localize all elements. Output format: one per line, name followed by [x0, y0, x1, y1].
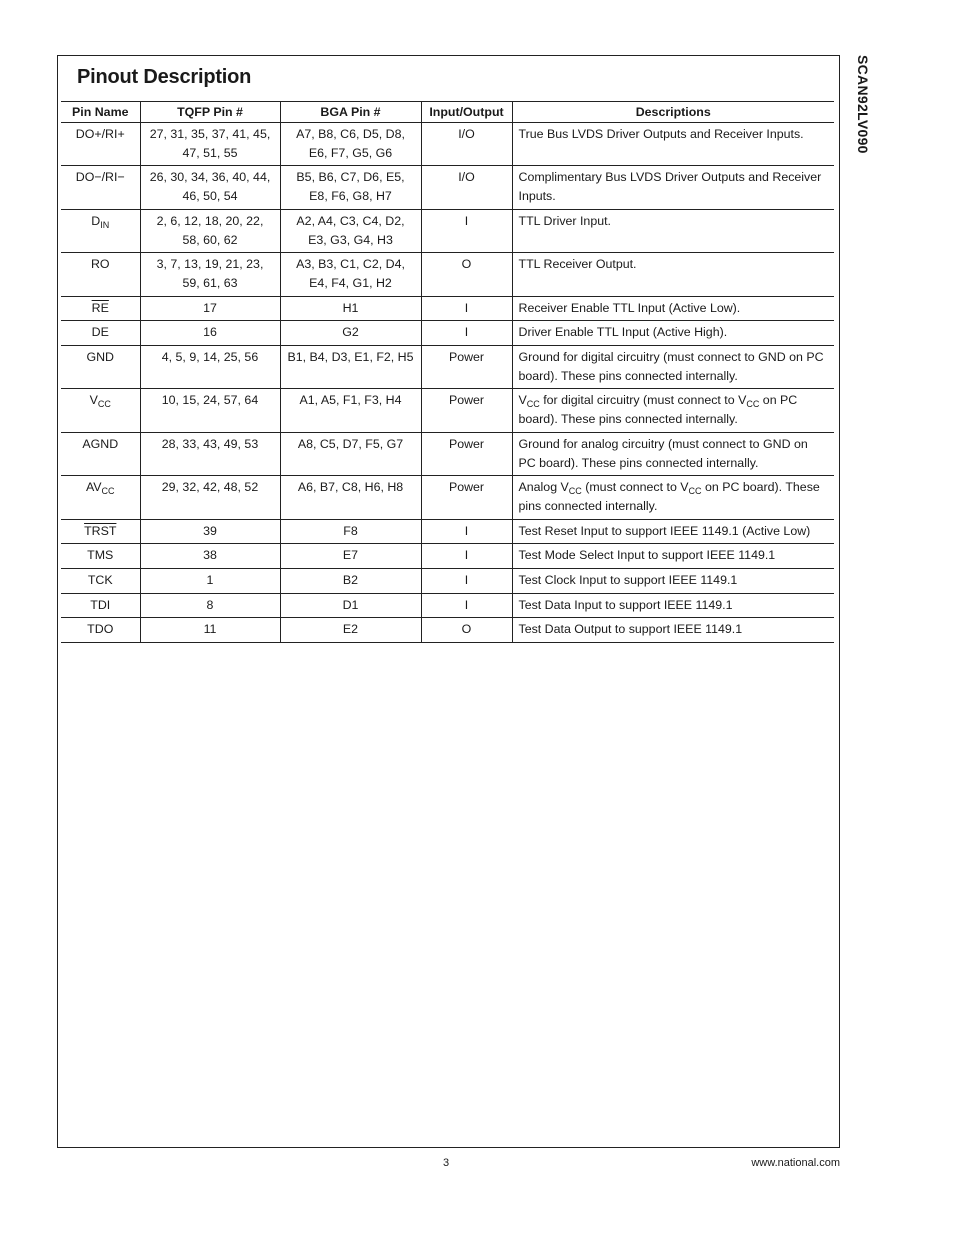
input-output-cell: I/O [421, 123, 512, 166]
bga-pin-cell: G2 [280, 321, 421, 346]
description-subscript: CC [746, 399, 760, 410]
input-output-cell: I [421, 593, 512, 618]
bga-pin-cell: F8 [280, 519, 421, 544]
description-cell: TTL Receiver Output. [512, 253, 834, 296]
description-cell [512, 476, 834, 519]
table-row [61, 618, 834, 643]
pin-name-cell [61, 432, 140, 475]
pin-name-cell [61, 123, 140, 166]
col-descriptions: Descriptions [512, 102, 834, 123]
tqfp-pin-cell: 8 [140, 593, 280, 618]
bga-pin-cell: A2, A4, C3, C4, D2, E3, G3, G4, H3 [280, 209, 421, 252]
bga-pin-cell: E7 [280, 544, 421, 569]
bga-pin-cell: D1 [280, 593, 421, 618]
tqfp-pin-cell: 11 [140, 618, 280, 643]
bga-pin-cell: H1 [280, 296, 421, 321]
description-cell: Ground for digital circuitry (must connect to GND on PC board). These pins connected internally. [512, 346, 834, 389]
bga-pin-cell: A3, B3, C1, C2, D4, E4, F4, G1, H2 [280, 253, 421, 296]
side-part-number: SCAN92LV090 [855, 55, 871, 154]
description-text: V [518, 393, 527, 408]
bga-pin-cell: B2 [280, 569, 421, 594]
table-row [61, 569, 834, 594]
pin-name-cell [61, 253, 140, 296]
table-row [61, 432, 834, 475]
tqfp-pin-cell: 17 [140, 296, 280, 321]
description-text: (must connect to V [581, 480, 689, 495]
input-output-cell: I [421, 296, 512, 321]
tqfp-pin-cell: 4, 5, 9, 14, 25, 56 [140, 346, 280, 389]
bga-pin-cell: A1, A5, F1, F3, H4 [280, 389, 421, 432]
pin-name-cell [61, 569, 140, 594]
table-row [61, 296, 834, 321]
tqfp-pin-cell: 26, 30, 34, 36, 40, 44, 46, 50, 54 [140, 166, 280, 209]
description-cell: Test Data Output to support IEEE 1149.1 [512, 618, 834, 643]
col-bga-pin: BGA Pin # [280, 102, 421, 123]
table-header [61, 102, 834, 123]
tqfp-pin-cell: 39 [140, 519, 280, 544]
tqfp-pin-cell: 2, 6, 12, 18, 20, 22, 58, 60, 62 [140, 209, 280, 252]
input-output-cell: I [421, 544, 512, 569]
input-output-cell: Power [421, 346, 512, 389]
pin-name: DO−/RI− [75, 170, 125, 185]
description-text: for digital circuitry (must connect to V [539, 393, 747, 408]
pin-name: TCK [87, 573, 113, 588]
pin-name-subscript: CC [97, 399, 111, 410]
pin-name-cell [61, 389, 140, 432]
bga-pin-cell: A7, B8, C6, D5, D8, E6, F7, G5, G6 [280, 123, 421, 166]
col-tqfp-pin: TQFP Pin # [140, 102, 280, 123]
table-row [61, 519, 834, 544]
bga-pin-cell: B5, B6, C7, D6, E5, E8, F6, G8, H7 [280, 166, 421, 209]
table-row [61, 476, 834, 519]
tqfp-pin-cell: 38 [140, 544, 280, 569]
pin-name: D [91, 213, 101, 228]
pin-name-subscript: IN [100, 219, 110, 230]
table-row [61, 321, 834, 346]
pinout-table [61, 101, 834, 643]
input-output-cell: O [421, 253, 512, 296]
description-text: on PC board). These pins connected internally. [518, 480, 820, 513]
description-cell [512, 389, 834, 432]
table-row [61, 593, 834, 618]
pin-name-cell [61, 321, 140, 346]
pin-name-cell [61, 519, 140, 544]
pin-name: TRST [84, 523, 117, 538]
input-output-cell: Power [421, 389, 512, 432]
pin-name: TDO [87, 622, 114, 637]
bga-pin-cell: A6, B7, C8, H6, H8 [280, 476, 421, 519]
input-output-cell: I/O [421, 166, 512, 209]
bga-pin-cell: E2 [280, 618, 421, 643]
description-cell: True Bus LVDS Driver Outputs and Receiver Inputs. [512, 123, 834, 166]
input-output-cell: O [421, 618, 512, 643]
table-row [61, 389, 834, 432]
description-subscript: CC [568, 486, 582, 497]
tqfp-pin-cell: 28, 33, 43, 49, 53 [140, 432, 280, 475]
table-header-row [61, 102, 834, 123]
input-output-cell: I [421, 321, 512, 346]
description-cell: Driver Enable TTL Input (Active High). [512, 321, 834, 346]
pin-name-cell [61, 346, 140, 389]
description-cell: Test Mode Select Input to support IEEE 1149.1 [512, 544, 834, 569]
pin-name-cell [61, 593, 140, 618]
pin-name: RO [90, 257, 110, 272]
pin-name-cell [61, 209, 140, 252]
description-subscript: CC [526, 399, 540, 410]
table-row [61, 253, 834, 296]
description-cell: Test Data Input to support IEEE 1149.1 [512, 593, 834, 618]
pin-name: $\overline{RE}$ [91, 300, 109, 315]
tqfp-pin-cell: 16 [140, 321, 280, 346]
col-pin-name: Pin Name [61, 102, 140, 123]
tqfp-pin-cell: 27, 31, 35, 37, 41, 45, 47, 51, 55 [140, 123, 280, 166]
description-cell: Ground for analog circuitry (must connect to GND on PC board). These pins connected internally. [512, 432, 834, 475]
tqfp-pin-cell: 1 [140, 569, 280, 594]
description-cell: Test Clock Input to support IEEE 1149.1 [512, 569, 834, 594]
tqfp-pin-cell: 10, 15, 24, 57, 64 [140, 389, 280, 432]
pin-name: AV [85, 480, 102, 495]
pin-name: DE [91, 325, 109, 340]
footer-website: www.national.com [751, 1157, 840, 1169]
description-cell: Receiver Enable TTL Input (Active Low). [512, 296, 834, 321]
table-row [61, 209, 834, 252]
tqfp-pin-cell: 3, 7, 13, 19, 21, 23, 59, 61, 63 [140, 253, 280, 296]
table-row [61, 544, 834, 569]
bga-pin-cell: A8, C5, D7, F5, G7 [280, 432, 421, 475]
pin-name-cell [61, 544, 140, 569]
col-input-output: Input/Output [421, 102, 512, 123]
table-body [61, 123, 834, 643]
input-output-cell: Power [421, 476, 512, 519]
description-cell: TTL Driver Input. [512, 209, 834, 252]
pin-name: GND [86, 350, 115, 365]
table-row [61, 166, 834, 209]
description-subscript: CC [688, 486, 702, 497]
pin-name-cell [61, 618, 140, 643]
input-output-cell: I [421, 209, 512, 252]
description-text: Analog V [518, 480, 569, 495]
pin-name-cell [61, 166, 140, 209]
description-cell: Test Reset Input to support IEEE 1149.1 (Active Low) [512, 519, 834, 544]
table-row [61, 123, 834, 166]
page-number: 3 [443, 1157, 450, 1169]
input-output-cell: Power [421, 432, 512, 475]
tqfp-pin-cell: 29, 32, 42, 48, 52 [140, 476, 280, 519]
pin-name: V [89, 393, 98, 408]
pin-name: TDI [90, 597, 111, 612]
bga-pin-cell: B1, B4, D3, E1, F2, H5 [280, 346, 421, 389]
input-output-cell: I [421, 519, 512, 544]
pin-name-subscript: CC [101, 486, 115, 497]
pin-name: AGND [82, 436, 119, 451]
pin-name: TMS [87, 548, 114, 563]
description-cell: Complimentary Bus LVDS Driver Outputs and Receiver Inputs. [512, 166, 834, 209]
page-title: Pinout Description [77, 66, 252, 88]
description-text: on PC board). These pins connected internally. [518, 393, 798, 427]
pin-name: DO+/RI+ [75, 127, 125, 141]
table-row [61, 346, 834, 389]
pin-name-cell [61, 476, 140, 519]
input-output-cell: I [421, 569, 512, 594]
pin-name-cell [61, 296, 140, 321]
